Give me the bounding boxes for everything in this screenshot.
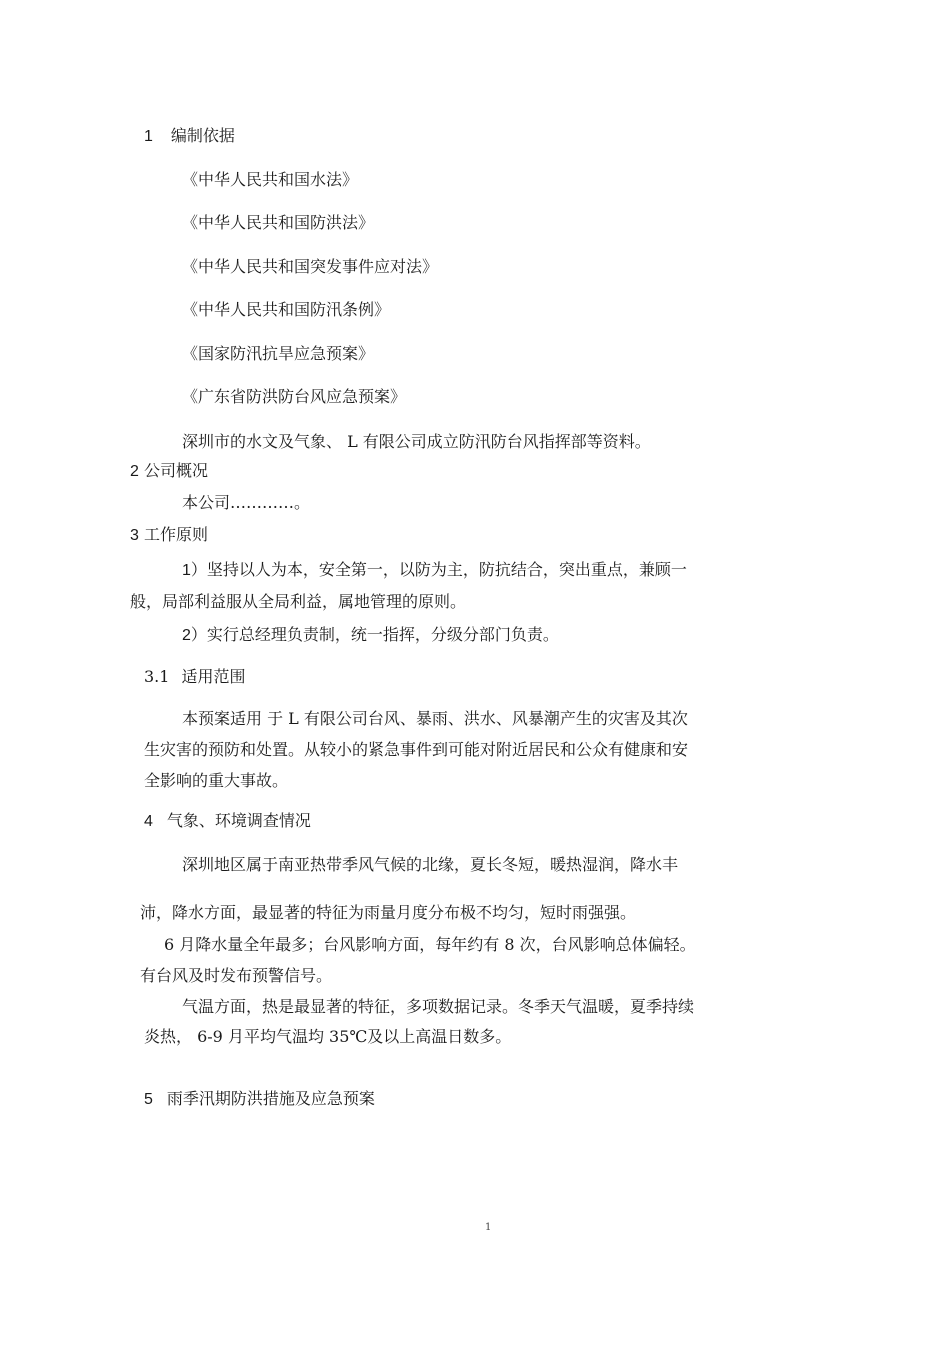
climate-paragraph-line: 6 月降水量全年最多；台风影响方面，每年约有 8 次，台风影响总体偏轻。 <box>164 935 696 954</box>
reference-item: 《中华人民共和国突发事件应对法》 <box>182 257 439 276</box>
list-text: 实行总经理负责制，统一指挥，分级分部门负责。 <box>206 625 559 644</box>
section-title: 公司概况 <box>144 461 209 480</box>
section-title: 雨季汛期防洪措施及应急预案 <box>166 1089 375 1108</box>
scope-paragraph-line: 本预案适用 于 L 有限公司台风、暴雨、洪水、风暴潮产生的灾害及其次 <box>182 709 688 728</box>
section-number: 2 <box>130 463 139 480</box>
section-1-note: 深圳市的水文及气象、 L 有限公司成立防汛防台风指挥部等资料。 <box>182 432 651 451</box>
section-3-1-heading <box>144 667 245 687</box>
section-2-heading <box>130 461 208 482</box>
climate-paragraph-line: 深圳地区属于南亚热带季风气候的北缘，夏长冬短，暖热湿润，降水丰 <box>182 855 679 874</box>
section-number: 4 <box>144 813 153 830</box>
section-number: 3.1 <box>144 667 170 686</box>
reference-item: 《国家防汛抗旱应急预案》 <box>182 344 375 363</box>
section-number: 3 <box>130 527 139 544</box>
climate-paragraph-line: 有台风及时发布预警信号。 <box>140 966 333 985</box>
reference-item: 《中华人民共和国防汛条例》 <box>182 300 391 319</box>
section-title: 工作原则 <box>144 525 209 544</box>
section-4-heading <box>144 811 311 832</box>
list-number: 2） <box>182 627 207 644</box>
climate-paragraph-line: 沛，降水方面，最显著的特征为雨量月度分布极不均匀，短时雨强强。 <box>140 903 637 922</box>
climate-paragraph-line: 气温方面，热是最显著的特征，多项数据记录。冬季天气温暖，夏季持续 <box>182 997 695 1016</box>
section-1-heading <box>144 126 235 147</box>
principle-item-1-cont: 般，局部利益服从全局利益，属地管理的原则。 <box>130 592 467 611</box>
scope-paragraph-line: 生灾害的预防和处置。从较小的紧急事件到可能对附近居民和公众有健康和安 <box>144 740 689 759</box>
principle-item-2 <box>182 625 559 646</box>
section-title: 适用范围 <box>181 667 246 686</box>
principle-item-1 <box>182 560 687 581</box>
reference-item: 《中华人民共和国防洪法》 <box>182 213 375 232</box>
list-text: 坚持以人为本，安全第一，以防为主，防抗结合，突出重点，兼顾一 <box>206 560 687 579</box>
section-3-heading <box>130 525 208 546</box>
section-number: 5 <box>144 1091 153 1108</box>
section-number: 1 <box>144 128 153 145</box>
scope-paragraph-line: 全影响的重大事故。 <box>144 771 289 790</box>
page-number: 1 <box>485 1222 492 1233</box>
section-2-body: 本公司…………。 <box>182 493 311 512</box>
section-title: 编制依据 <box>170 126 235 145</box>
reference-item: 《广东省防洪防台风应急预案》 <box>182 387 407 406</box>
list-number: 1） <box>182 562 207 579</box>
reference-item: 《中华人民共和国水法》 <box>182 170 359 189</box>
climate-paragraph-line: 炎热， 6-9 月平均气温均 35℃及以上高温日数多。 <box>144 1027 512 1046</box>
section-5-heading <box>144 1089 375 1110</box>
section-title: 气象、环境调查情况 <box>166 811 311 830</box>
